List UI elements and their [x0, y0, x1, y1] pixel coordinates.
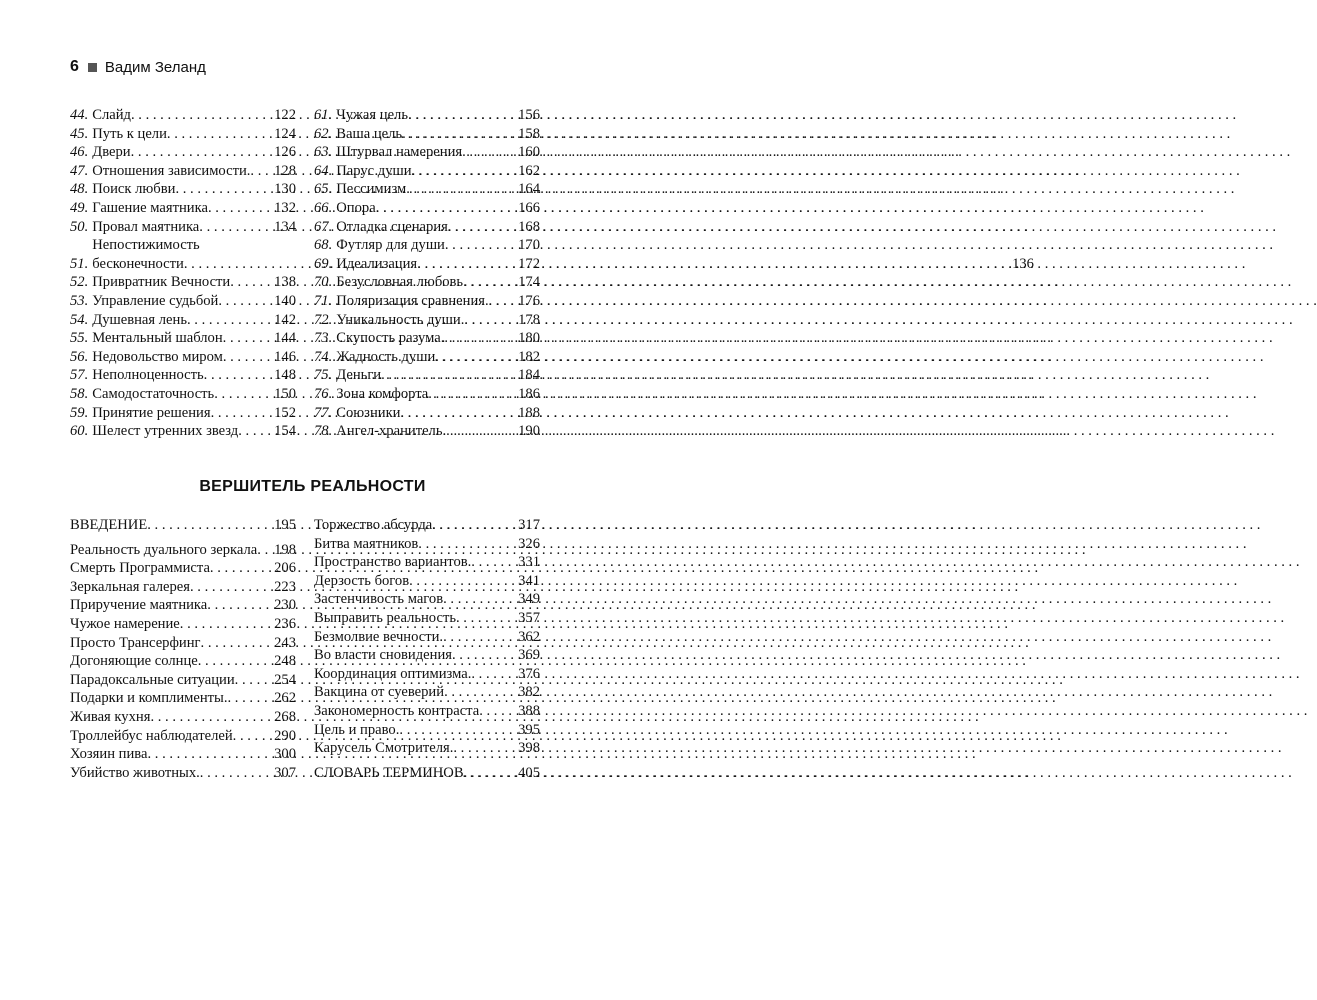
entry-page: 362 — [518, 628, 540, 645]
entry-page: 195 — [274, 517, 296, 533]
toc-entry — [70, 218, 296, 237]
entry-title: Скупость разума. — [336, 330, 445, 347]
toc-entry — [314, 162, 540, 181]
leader-dots — [444, 329, 518, 348]
leader-dots — [190, 578, 274, 597]
entry-page: 243 — [274, 634, 296, 651]
leader-dots — [198, 652, 274, 671]
leader-dots — [456, 609, 518, 628]
entry-page: 290 — [274, 727, 296, 744]
entry-title: Двери — [92, 144, 131, 161]
leader-dots — [443, 590, 518, 609]
leader-dots — [180, 615, 274, 634]
entry-number: 65. — [314, 181, 333, 198]
entry-page: 126 — [274, 144, 296, 161]
entry-title: Пессимизм — [336, 181, 407, 198]
entry-page: 317 — [518, 517, 540, 533]
leader-dots — [464, 311, 518, 330]
leader-dots — [147, 516, 274, 535]
entry-title: Дерзость богов — [314, 572, 410, 589]
entry-title: Убийство животных. — [70, 764, 200, 781]
entry-page: 158 — [518, 125, 540, 142]
entry-title: СЛОВАРЬ ТЕРМИНОВ — [314, 764, 464, 781]
entry-page: 230 — [274, 597, 296, 614]
entry-title: Управление судьбой — [92, 292, 219, 309]
entry-page: 162 — [518, 162, 540, 179]
entry-number: 66. — [314, 199, 333, 216]
section-title: ВЕРШИТЕЛЬ РЕАЛЬНОСТИ — [199, 478, 426, 495]
entry-title: Приручение маятника — [70, 597, 208, 614]
toc-entry — [314, 348, 540, 367]
entry-title: Парадоксальные ситуации — [70, 671, 235, 688]
toc-entry — [314, 125, 540, 144]
toc-entry — [314, 106, 540, 125]
toc-entry — [314, 702, 540, 721]
entry-title: Выправить реальность — [314, 609, 456, 626]
entry-page: 156 — [518, 107, 540, 123]
entry-page: 268 — [274, 708, 296, 725]
entry-title: Футляр для души — [336, 237, 445, 254]
entry-page: 248 — [274, 653, 296, 670]
entry-number: 57. — [70, 367, 89, 384]
entry-page: 130 — [274, 181, 296, 198]
entry-title: Чужое намерение — [70, 615, 180, 632]
leader-dots — [412, 162, 519, 181]
entry-title: Штурвал намерения — [336, 144, 463, 161]
entry-number: 77. — [314, 404, 333, 421]
toc-entry — [70, 366, 296, 385]
toc-entry — [314, 218, 540, 237]
entry-title: Карусель Смотрителя. — [314, 740, 454, 757]
entry-page: 122 — [274, 107, 296, 123]
entry-title: Шелест утренних звезд — [92, 423, 239, 440]
entry-title: Вакцина от суеверий — [314, 684, 445, 701]
toc-entry — [70, 615, 296, 634]
toc-entry — [314, 535, 540, 554]
entry-title: Жадность души — [336, 348, 436, 365]
entry-number: 73. — [314, 330, 333, 347]
toc-entry — [70, 516, 296, 535]
leader-dots — [147, 745, 274, 764]
entry-page: 188 — [518, 404, 540, 421]
entry-page: 152 — [274, 404, 296, 421]
toc-entry — [314, 199, 540, 218]
entry-page: 184 — [518, 367, 540, 384]
toc-entry — [70, 652, 296, 671]
leader-dots — [230, 273, 274, 292]
entry-title: Деньги — [336, 367, 382, 384]
entry-page: 172 — [518, 255, 540, 272]
entry-number: 63. — [314, 144, 333, 161]
toc-entry — [70, 143, 296, 162]
leader-dots — [218, 292, 274, 311]
entry-number: 51. — [70, 255, 89, 272]
toc-entry — [314, 273, 540, 292]
leader-dots — [399, 721, 518, 740]
toc-part2-right-column — [314, 516, 540, 782]
entry-title: Догоняющие солнце — [70, 653, 198, 670]
entry-number: 53. — [70, 292, 89, 309]
entry-number: 69. — [314, 255, 333, 272]
entry-title: Ангел-хранитель. — [336, 423, 447, 440]
entry-number: 46. — [70, 144, 89, 161]
entry-page: 174 — [518, 274, 540, 291]
toc-entry — [70, 273, 296, 292]
leader-dots — [376, 199, 518, 218]
entry-title: Застенчивость магов — [314, 591, 444, 608]
entry-number: 78. — [314, 423, 333, 440]
leader-dots — [400, 404, 518, 423]
entry-number: 55. — [70, 330, 89, 347]
entry-number: 74. — [314, 348, 333, 365]
toc-entry — [70, 311, 296, 330]
leader-dots — [446, 422, 518, 441]
toc-entry — [314, 764, 540, 783]
leader-dots — [227, 689, 274, 708]
entry-page: 186 — [518, 385, 540, 402]
toc-entry — [314, 609, 540, 628]
entry-page: 148 — [274, 367, 296, 384]
leader-dots — [250, 162, 274, 181]
author-name: Вадим Зеланд — [104, 58, 206, 76]
toc-entry — [70, 162, 296, 181]
entry-title: Парус души — [336, 162, 412, 179]
entry-title: Уникальность души. — [336, 311, 465, 328]
entry-page: 134 — [274, 218, 296, 235]
entry-number: 45. — [70, 125, 89, 142]
entry-title: ВВЕДЕНИЕ — [70, 517, 148, 533]
leader-dots — [408, 106, 518, 125]
entry-title: Смерть Программиста — [70, 560, 210, 577]
entry-page: 164 — [518, 181, 540, 198]
entry-number: 75. — [314, 367, 333, 384]
entry-page: 376 — [518, 665, 540, 682]
entry-page: 326 — [518, 535, 540, 552]
entry-page: 190 — [518, 423, 540, 440]
entry-page: 154 — [274, 423, 296, 440]
entry-number: 67. — [314, 218, 333, 235]
entry-title: Торжество абсурда — [314, 517, 433, 533]
leader-dots — [444, 683, 518, 702]
entry-page: 398 — [518, 740, 540, 757]
entry-title: Зона комфорта — [336, 385, 429, 402]
leader-dots — [167, 125, 274, 144]
leader-dots — [208, 199, 274, 218]
leader-dots — [435, 348, 518, 367]
toc-entry — [70, 541, 296, 560]
leader-dots — [150, 708, 274, 727]
entry-page: 206 — [274, 560, 296, 577]
entry-number: 64. — [314, 162, 333, 179]
entry-title-cont: бесконечности — [92, 255, 184, 272]
toc-entry — [314, 311, 540, 330]
entry-title: Душевная лень — [92, 311, 187, 328]
entry-number: 76. — [314, 385, 333, 402]
entry-page: 388 — [518, 702, 540, 719]
entry-page: 132 — [274, 199, 296, 216]
entry-title: Отношения зависимости. — [92, 162, 251, 179]
toc-entry — [70, 422, 296, 441]
toc-entry — [314, 721, 540, 740]
entry-title: Безусловная любовь — [336, 274, 464, 291]
entry-title: Чужая цель — [336, 107, 408, 123]
entry-page: 341 — [518, 572, 540, 589]
toc-entry — [70, 106, 296, 125]
toc-part2-left-column — [70, 516, 296, 782]
entry-title: Координация оптимизма. — [314, 665, 472, 682]
entry-page: 405 — [518, 764, 540, 781]
toc-entry — [314, 180, 540, 199]
leader-dots — [200, 764, 274, 783]
toc-entry — [70, 708, 296, 727]
entry-page: 170 — [518, 237, 540, 254]
leader-dots — [211, 404, 275, 423]
leader-dots — [201, 634, 275, 653]
toc-part1-right-column — [314, 106, 540, 441]
entry-title: Живая кухня — [70, 708, 151, 725]
entry-title: Непостижимость — [92, 237, 200, 254]
toc-entry — [70, 329, 296, 348]
toc-entry — [314, 628, 540, 647]
entry-number: 47. — [70, 162, 89, 179]
toc-entry — [314, 553, 540, 572]
entry-title: Поляризация сравнения. — [336, 292, 489, 309]
entry-title: Цель и право. — [314, 721, 400, 738]
entry-page: 236 — [274, 615, 296, 632]
entry-page: 262 — [274, 690, 296, 707]
leader-dots — [464, 764, 519, 783]
toc-entry — [70, 125, 296, 144]
leader-dots — [453, 739, 518, 758]
leader-dots — [432, 516, 518, 535]
entry-title: Привратник Вечности — [92, 274, 231, 291]
leader-dots — [462, 143, 518, 162]
entry-title: Просто Трансерфинг — [70, 634, 201, 651]
entry-page: 138 — [274, 274, 296, 291]
leader-dots — [381, 366, 518, 385]
toc-entry — [70, 745, 296, 764]
entry-number: 71. — [314, 292, 333, 309]
entry-page: 146 — [274, 348, 296, 365]
page-number: 6 — [70, 58, 79, 75]
entry-title: Хозяин пива — [70, 746, 148, 763]
toc-entry — [70, 348, 296, 367]
toc-entry — [70, 559, 296, 578]
leader-dots — [131, 143, 275, 162]
entry-page: 144 — [274, 330, 296, 347]
toc-entry — [314, 683, 540, 702]
leader-dots — [204, 366, 274, 385]
leader-dots — [409, 572, 518, 591]
entry-page: 331 — [518, 554, 540, 571]
entry-page: 307 — [274, 764, 296, 781]
entry-title: Союзники — [336, 404, 401, 421]
entry-number: 61. — [314, 107, 333, 123]
entry-title: Недовольство миром — [92, 348, 223, 365]
entry-number: 58. — [70, 385, 89, 402]
entry-title: Принятие решения — [92, 404, 211, 421]
entry-page: 300 — [274, 746, 296, 763]
toc-entry — [314, 236, 540, 255]
toc-entry — [70, 199, 296, 218]
toc-entry — [70, 385, 296, 404]
entry-page: 168 — [518, 218, 540, 235]
leader-dots — [238, 422, 274, 441]
leader-dots — [471, 665, 518, 684]
entry-title: Ваша цель — [336, 125, 403, 142]
entry-title: Отладка сценария — [336, 218, 448, 235]
entry-page: 150 — [274, 385, 296, 402]
leader-dots — [406, 180, 518, 199]
leader-dots — [428, 385, 518, 404]
entry-page: 382 — [518, 684, 540, 701]
leader-dots — [445, 236, 518, 255]
entry-page: 198 — [274, 541, 296, 558]
entry-number: 60. — [70, 423, 89, 440]
entry-number: 54. — [70, 311, 89, 328]
toc-entry — [314, 422, 540, 441]
entry-page: 254 — [274, 671, 296, 688]
toc-entry — [314, 292, 540, 311]
leader-dots — [210, 559, 274, 578]
leader-dots — [187, 311, 274, 330]
entry-title: Подарки и комплименты. — [70, 690, 228, 707]
toc-entry — [314, 590, 540, 609]
leader-dots — [417, 255, 518, 274]
running-header — [70, 58, 206, 76]
toc-entry — [70, 634, 296, 653]
toc-entry — [314, 646, 540, 665]
leader-dots — [479, 702, 518, 721]
entry-title: Ментальный шаблон — [92, 330, 223, 347]
toc-entry — [70, 180, 296, 199]
entry-number: 59. — [70, 404, 89, 421]
toc-entry — [314, 255, 540, 274]
entry-title: Зеркальная галерея — [70, 578, 190, 595]
entry-number: 68. — [314, 237, 333, 254]
toc-entry — [314, 572, 540, 591]
entry-title: Поиск любви — [92, 181, 176, 198]
entry-page: 357 — [518, 609, 540, 626]
leader-dots — [207, 596, 274, 615]
entry-page: 223 — [274, 578, 296, 595]
leader-dots — [131, 106, 274, 125]
entry-number: 48. — [70, 181, 89, 198]
leader-dots — [489, 292, 518, 311]
toc-entry — [314, 366, 540, 385]
leader-dots — [418, 535, 518, 554]
entry-page: 140 — [274, 292, 296, 309]
entry-title: Провал маятника — [92, 218, 200, 235]
entry-title: Самодостаточность — [92, 385, 215, 402]
entry-number: 49. — [70, 199, 89, 216]
entry-number: 70. — [314, 274, 333, 291]
entry-title: Неполноценность — [92, 367, 204, 384]
toc-entry — [314, 143, 540, 162]
toc-entry — [314, 516, 540, 535]
entry-title: Закономерность контраста — [314, 702, 480, 719]
leader-dots — [257, 541, 274, 560]
entry-title: Путь к цели — [92, 125, 167, 142]
entry-page: 182 — [518, 348, 540, 365]
entry-number: 50. — [70, 218, 89, 235]
entry-title: Битва маятников — [314, 535, 419, 552]
leader-dots — [223, 348, 274, 367]
entry-page: 142 — [274, 311, 296, 328]
toc-entry — [70, 727, 296, 746]
entry-number: 72. — [314, 311, 333, 328]
entry-number: 44. — [70, 107, 89, 123]
entry-page: 166 — [518, 199, 540, 216]
entry-page: 128 — [274, 162, 296, 179]
leader-dots — [199, 218, 274, 237]
entry-title: Безмолвие вечности. — [314, 628, 444, 645]
entry-page: 349 — [518, 591, 540, 608]
leader-dots — [448, 218, 518, 237]
toc-entry — [70, 292, 296, 311]
leader-dots — [463, 273, 518, 292]
toc-entry — [70, 764, 296, 783]
leader-dots — [235, 671, 274, 690]
entry-title: Слайд — [92, 107, 131, 123]
toc-entry — [70, 404, 296, 423]
leader-dots — [452, 646, 518, 665]
toc-entry — [70, 671, 296, 690]
entry-number: 62. — [314, 125, 333, 142]
leader-dots — [175, 180, 274, 199]
toc-entry — [314, 665, 540, 684]
entry-page: 369 — [518, 647, 540, 664]
entry-page: 160 — [518, 144, 540, 161]
toc-entry — [70, 578, 296, 597]
toc-entry — [314, 404, 540, 423]
entry-title: Троллейбус наблюдателей — [70, 727, 233, 744]
entry-number: 52. — [70, 274, 89, 291]
toc-entry — [314, 329, 540, 348]
leader-dots — [471, 553, 518, 572]
leader-dots — [402, 125, 518, 144]
entry-title: Идеализация — [336, 255, 418, 272]
leader-dots — [223, 329, 274, 348]
entry-page: 136 — [1012, 255, 1034, 272]
entry-title: Гашение маятника — [92, 199, 208, 216]
entry-title: Пространство вариантов. — [314, 554, 472, 571]
toc-entry — [70, 689, 296, 708]
toc-entry — [314, 739, 540, 758]
leader-dots — [233, 727, 274, 746]
entry-title: Опора — [336, 199, 376, 216]
entry-page: 124 — [274, 125, 296, 142]
entry-page: 180 — [518, 330, 540, 347]
entry-page: 176 — [518, 292, 540, 309]
entry-page: 395 — [518, 721, 540, 738]
leader-dots — [214, 385, 274, 404]
entry-title: Во власти сновидения — [314, 647, 452, 664]
entry-page: 178 — [518, 311, 540, 328]
entry-title: Реальность дуального зеркала — [70, 541, 258, 558]
square-bullet-icon — [88, 63, 97, 72]
leader-dots — [443, 628, 518, 647]
toc-entry — [70, 596, 296, 615]
toc-entry — [314, 385, 540, 404]
entry-number: 56. — [70, 348, 89, 365]
